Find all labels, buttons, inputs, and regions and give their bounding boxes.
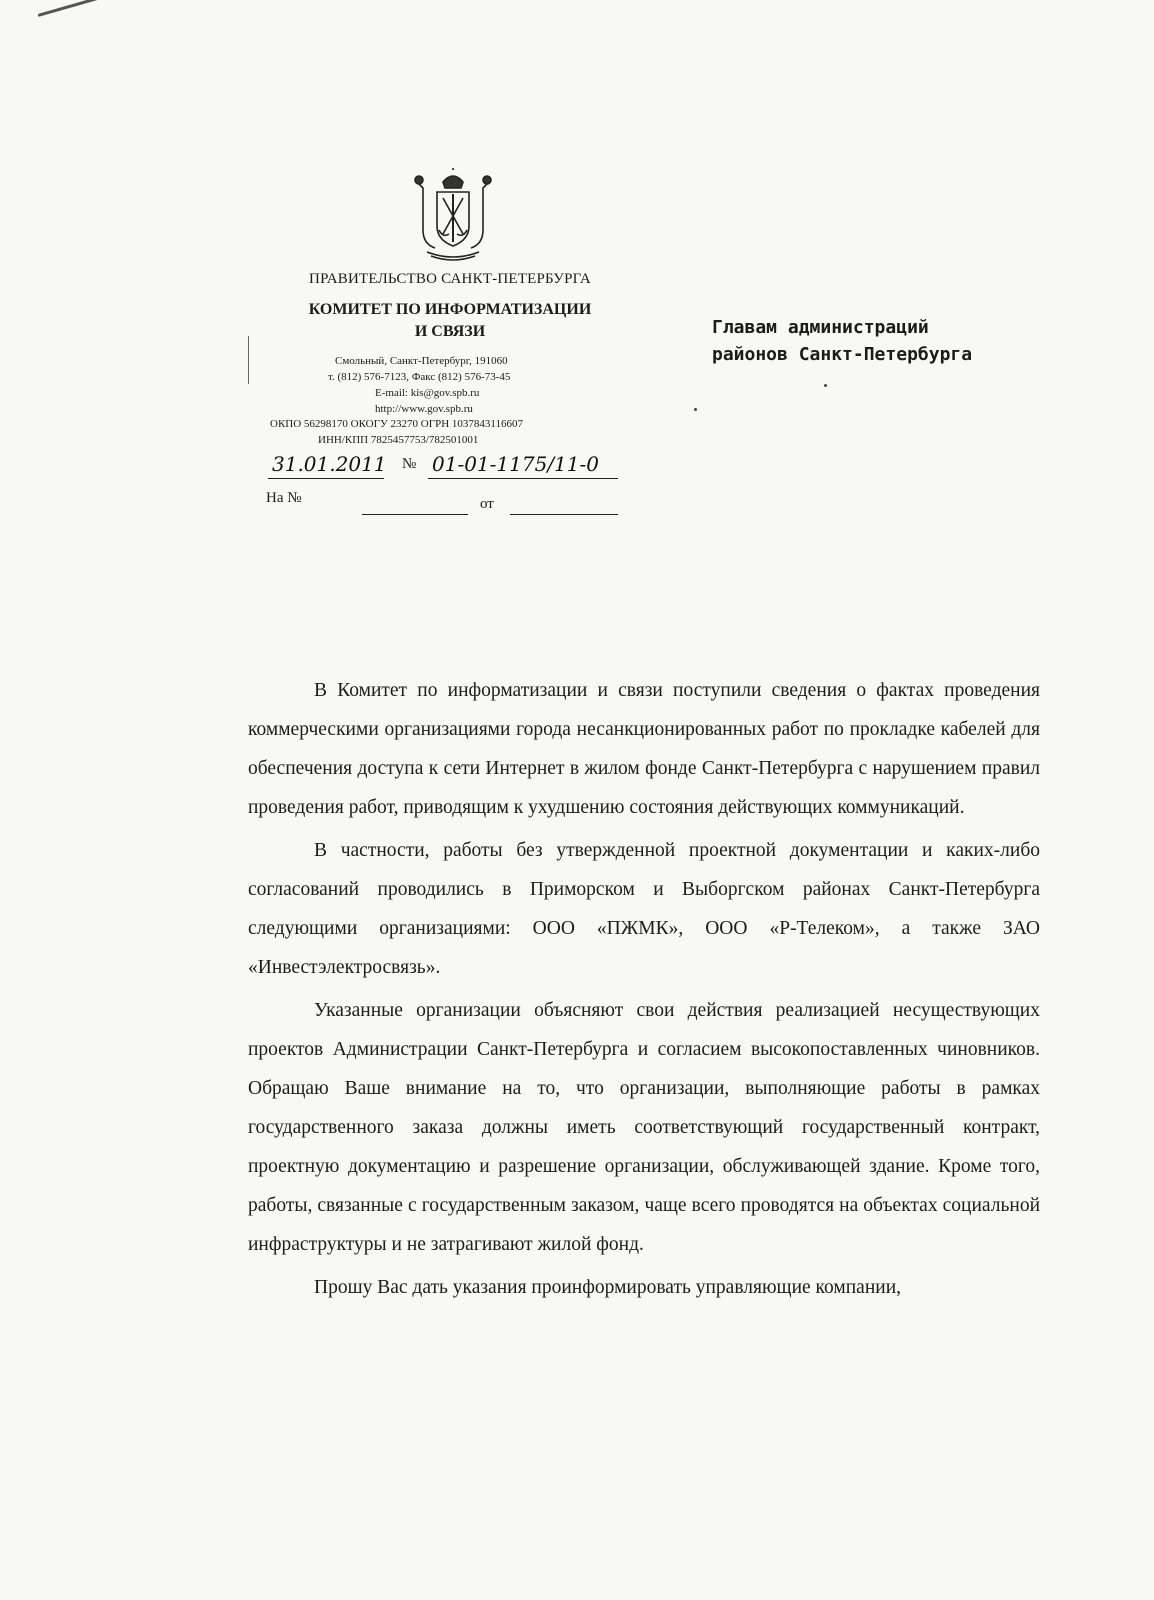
email: E-mail: kis@gov.spb.ru (375, 387, 480, 399)
website: http://www.gov.spb.ru (375, 403, 473, 415)
scan-artifact-line (248, 336, 249, 384)
number-label: № (402, 456, 417, 472)
handwritten-number: 01-01-1175/11-0 (432, 452, 599, 476)
outgoing-reference (268, 452, 620, 482)
government-name: ПРАВИТЕЛЬСТВО САНКТ-ПЕТЕРБУРГА (309, 271, 591, 287)
paragraph-2: В частности, работы без утвержденной проектной документации и каких-либо согласований проводились в Приморском и Выборгском районах Санкт-Петербурга следующими организациями: ООО «ПЖМК», ООО «Р-Телеком», а также ЗАО «Инвестэлектросвязь». (248, 840, 1040, 978)
address: Смольный, Санкт-Петербург, 191060 (335, 355, 508, 367)
na-underline (362, 514, 468, 515)
scan-speck (824, 384, 827, 387)
coat-of-arms-icon (413, 168, 493, 263)
committee-name-line2: И СВЯЗИ (414, 323, 486, 340)
inn-kpp: ИНН/КПП 7825457753/782501001 (318, 434, 479, 446)
na-label: На № (266, 490, 302, 506)
paragraph-3: Указанные организации объясняют свои действия реализацией несуществующих проектов Администрации Санкт-Петербурга и согласием высокопоставленных чиновников. Обращаю Ваше внимание на то, что организации, выполняющие работы в рамках государственного заказа должны иметь соответствующий государственный контракт, проектную документацию и разрешение организации, обслуживающей здание. Кроме того, работы, связанные с государственным заказом, чаще всего проводятся на объектах социальной инфраструктуры и не затрагивают жилой фонд. (248, 1000, 1040, 1255)
committee-name-line1: КОМИТЕТ ПО ИНФОРМАТИЗАЦИИ (308, 301, 592, 318)
handwritten-date: 31.01.2011 (272, 452, 387, 476)
incoming-reference (266, 490, 626, 520)
addressee-line2: районов Санкт-Петербурга (712, 344, 973, 365)
scan-speck (694, 408, 697, 411)
letter-body (248, 671, 1040, 1311)
phone-fax: т. (812) 576-7123, Факс (812) 576-73-45 (328, 371, 511, 383)
date-underline (268, 478, 384, 479)
pen-mark (38, 0, 104, 17)
number-underline (428, 478, 618, 479)
paragraph-1: В Комитет по информатизации и связи поступили сведения о фактах проведения коммерческими организациями города несанкционированных работ по прокладке кабелей для обеспечения доступа к сети Интернет в жилом фонде Санкт-Петербурга с нарушением правил проведения работ, приводящим к ухудшению состояния действующих коммуникаций. (248, 680, 1040, 818)
addressee (712, 314, 972, 368)
ot-underline (510, 514, 618, 515)
ot-label: от (480, 496, 494, 512)
registry-codes: ОКПО 56298170 ОКОГУ 23270 ОГРН 1037843116607 (270, 418, 523, 430)
paragraph-4: Прошу Вас дать указания проинформировать управляющие компании, (314, 1277, 902, 1298)
addressee-line1: Главам администраций (712, 317, 929, 338)
